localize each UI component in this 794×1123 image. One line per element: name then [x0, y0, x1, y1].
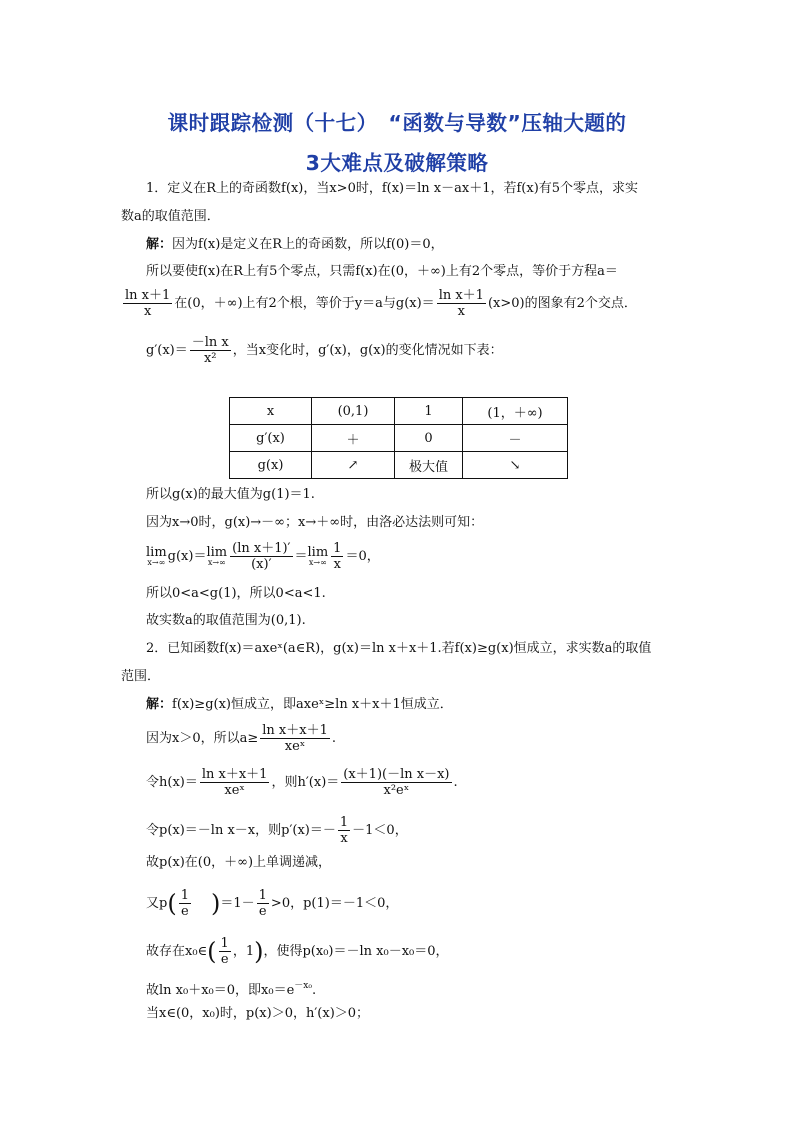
fraction-denominator: x [340, 831, 348, 846]
solution-text: －1＜0， [352, 823, 408, 838]
solution-text: 因为x＞0，所以a≥ [146, 731, 259, 746]
fraction-one-over-e [219, 936, 231, 967]
fraction-numerator: ln x＋1 [125, 288, 171, 303]
problem-1-max-value-line: 所以g(x)的最大值为g(1)＝1. [146, 487, 315, 502]
problem-1-question-line-1: 1．定义在R上的奇函数f(x)，当x>0时，f(x)＝ln x－ax＋1，若f(x)有5个零点，求实 [146, 181, 639, 196]
fraction-denominator: x [143, 304, 152, 319]
fraction-a-bound [260, 723, 330, 754]
fraction-h-derivative [341, 767, 451, 798]
solution-text: >0，p(1)＝－1＜0， [270, 896, 399, 911]
fraction-denominator: e [220, 952, 229, 967]
solution-text: 在(0，＋∞)上有2个根，等价于y＝a与g(x)＝ [174, 296, 435, 311]
fraction-denominator: e [180, 904, 189, 919]
table-cell: 极大值 [395, 452, 463, 479]
solution-text: ，当x变化时，g′(x)，g(x)的变化情况如下表： [232, 343, 503, 358]
fraction-denominator: x²eˣ [383, 783, 410, 798]
fraction-denominator: x² [203, 351, 217, 366]
solution-text: 令h(x)＝ [146, 775, 198, 790]
solution-text: . [453, 775, 458, 790]
solution-text: g′(x)＝ [146, 343, 188, 358]
fraction-numerator: 1 [180, 888, 189, 903]
solution-label: 解： [146, 237, 173, 252]
problem-2-question-line-2: 范围． [121, 669, 161, 684]
page-title-line-2: 3大难点及破解策略 [305, 151, 489, 175]
limit-operator: lim x→∞ [307, 545, 329, 567]
table-cell: 1 [395, 398, 463, 425]
problem-2-solution-line-4 [146, 815, 408, 846]
problem-2-solution-line-7: 故存在x₀∈( $\frac{1}{e}$ ，1)，使得p(x₀)＝－ln x₀－x₀＝0， [146, 936, 449, 967]
page-title-line-1: 课时跟踪检测（十七） “函数与导数”压轴大题的 [167, 111, 627, 135]
table-cell: g(x) [230, 452, 312, 479]
fraction-g-definition [437, 288, 486, 319]
table-row [230, 398, 568, 425]
fraction-numerator: 1 [333, 541, 342, 556]
fraction-numerator: 1 [220, 936, 229, 951]
fraction-numerator: －ln x [191, 335, 229, 350]
problem-1-derivative-line [146, 335, 503, 366]
table-cell: x [230, 398, 312, 425]
table-cell: g′(x) [230, 425, 312, 452]
solution-text: 又p [146, 896, 168, 911]
solution-text: 因为f(x)是定义在R上的奇函数，所以f(0)＝0， [172, 237, 444, 252]
problem-2-solution-line-6: 又p( $\frac{1}{e}$ )＝1－ $\frac{1}{e}$ >0，p(1)＝－1＜0， [146, 888, 399, 919]
problem-2-solution-line-2 [146, 723, 336, 754]
fraction-one-over-x [338, 815, 350, 846]
table-cell: － [463, 425, 568, 452]
table-cell: 0 [395, 425, 463, 452]
problem-2-solution-line-3 [146, 767, 458, 798]
solution-text: g(x)＝ [167, 549, 207, 564]
exponent: －x₀ [294, 981, 312, 991]
fraction-numerator: ln x＋x＋1 [201, 767, 268, 782]
fraction-lnx-plus-1-over-x [123, 288, 172, 319]
problem-2-solution-line-8 [146, 978, 316, 999]
solution-text: ＝0， [345, 549, 380, 564]
fraction-denominator: e [258, 904, 267, 919]
solution-label: 解： [146, 697, 173, 712]
solution-text: 故ln x₀＋x₀＝0，即x₀＝e [146, 983, 295, 998]
solution-text: . [331, 731, 336, 746]
fraction-one-over-e [257, 888, 269, 919]
table-cell: (1，＋∞) [463, 398, 568, 425]
fraction-one-over-x [331, 541, 343, 572]
solution-text: ，1 [232, 944, 255, 959]
limit-operator: lim x→∞ [206, 545, 228, 567]
solution-text: ，则h′(x)＝ [271, 775, 340, 790]
fraction-derivative [190, 335, 231, 366]
solution-text: ＝ [294, 549, 308, 564]
problem-1-solution-line-3 [121, 288, 637, 319]
problem-1-conclusion-line-2: 故实数a的取值范围为(0,1). [146, 613, 306, 628]
solution-text: 故存在x₀∈ [146, 944, 208, 959]
fraction-one-over-e [179, 888, 191, 919]
problem-1-limit-line [146, 541, 380, 572]
fraction-denominator: xeˣ [224, 783, 245, 798]
solution-text: 令p(x)＝－ln x－x，则p′(x)＝－ [146, 823, 336, 838]
problem-1-solution-line-2: 所以要使f(x)在R上有5个零点，只需f(x)在(0，＋∞)上有2个零点，等价于方程a＝ [146, 264, 618, 279]
fraction-h-definition [200, 767, 270, 798]
fraction-numerator: 1 [258, 888, 267, 903]
solution-text: ，使得p(x₀)＝－ln x₀－x₀＝0， [263, 944, 449, 959]
fraction-denominator: xeˣ [284, 739, 306, 754]
solution-text: f(x)≥g(x)恒成立，即axeˣ≥ln x＋x＋1恒成立． [172, 697, 453, 712]
table-row [230, 425, 568, 452]
fraction-lhopital [230, 541, 292, 572]
fraction-numerator: ln x＋x＋1 [262, 723, 328, 738]
table-row [230, 452, 568, 479]
solution-text: . [311, 983, 317, 998]
fraction-numerator: (x＋1)(－ln x－x) [343, 767, 450, 782]
fraction-denominator: x [457, 304, 465, 319]
problem-2-solution-line-1 [146, 697, 453, 713]
solution-text: ＝1－ [220, 896, 255, 911]
problem-2-solution-line-9: 当x∈(0，x₀)时，p(x)＞0，h′(x)＞0； [146, 1006, 370, 1021]
fraction-numerator: (ln x＋1)′ [232, 541, 291, 556]
fraction-numerator: 1 [339, 815, 349, 830]
problem-1-question-line-2: 数a的取值范围． [121, 209, 220, 224]
problem-2-solution-line-5: 故p(x)在(0，＋∞)上单调递减， [146, 855, 332, 870]
table-cell: (0,1) [312, 398, 395, 425]
problem-1-solution-line-1 [146, 237, 444, 253]
problem-2-question-line-1: 2．已知函数f(x)＝axeˣ(a∈R)，g(x)＝ln x＋x＋1.若f(x)≥g(x)恒成立，求实数a的取值 [146, 641, 652, 656]
solution-text: (x>0)的图象有2个交点． [487, 296, 637, 311]
fraction-denominator: (x)′ [251, 557, 272, 572]
limit-operator: lim x→∞ [146, 545, 167, 567]
table-cell: ↘ [463, 452, 568, 479]
table-cell: ＋ [312, 425, 395, 452]
problem-1-limit-intro-line: 因为x→0时，g(x)→－∞；x→＋∞时，由洛必达法则可知： [146, 515, 484, 530]
fraction-numerator: ln x＋1 [438, 288, 484, 303]
problem-1-conclusion-line-1: 所以0<a<g(1)，所以0<a<1. [146, 586, 326, 601]
fraction-denominator: x [333, 557, 341, 572]
table-cell: ↗ [312, 452, 395, 479]
variation-table [229, 397, 568, 479]
